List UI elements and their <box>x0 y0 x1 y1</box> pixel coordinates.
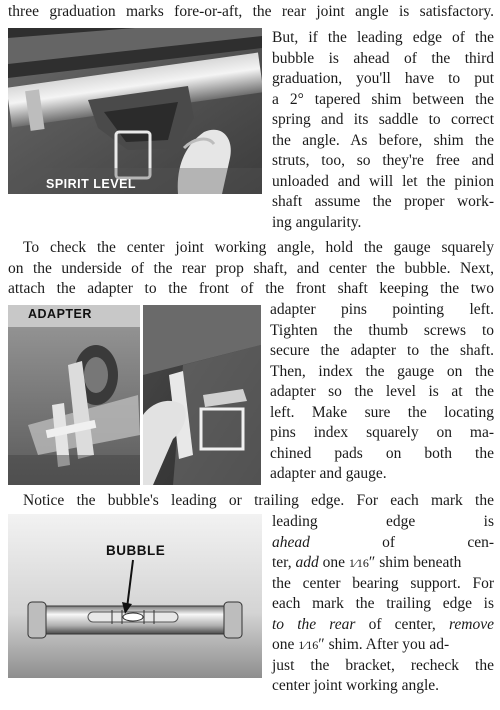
text-line: attach the adapter to the front of the front shaft keeping the two <box>8 280 494 297</box>
text-line: the angle. As before, shim the <box>272 131 494 149</box>
text-line <box>272 635 494 656</box>
text-line: Then, index the gauge on the <box>270 362 494 380</box>
gauge-on-adapter-photo-image <box>143 305 261 485</box>
text-span: of cen- <box>382 533 494 551</box>
text-line <box>272 553 494 574</box>
text-line: a 2° tapered shim between the <box>272 90 494 108</box>
text-line: adapter so the level is at the <box>270 383 494 400</box>
spirit-level-photo-image <box>8 28 262 194</box>
top-text-line: three graduation marks fore-or-aft, the rear joint angle is satisfactory. <box>8 3 494 20</box>
text-span: one <box>322 554 345 571</box>
text-line: ing angularity. <box>272 213 362 231</box>
spirit-level-photo <box>8 28 262 194</box>
text-line: shaft assume the proper work- <box>272 193 494 210</box>
bubble-caption: BUBBLE <box>106 543 166 558</box>
text-line: left. Make sure the locating <box>270 403 494 421</box>
spirit-level-caption: SPIRIT LEVEL <box>46 177 137 191</box>
text-line: struts, too, so they're free and <box>272 152 494 169</box>
text-span: ″ shim. After you ad- <box>318 636 450 653</box>
text-line: To check the center joint working angle, hold the gauge squarely <box>23 239 494 256</box>
text-line: Notice the bubble's leading or trailing edge. For each mark the <box>23 492 494 509</box>
text-line: each mark the trailing edge is <box>272 595 494 612</box>
text-line <box>272 533 494 554</box>
fraction: 1⁄16 <box>298 638 319 652</box>
text-line: leading edge is <box>272 513 494 530</box>
text-line: spring and its saddle to correct <box>272 111 494 128</box>
gauge-on-adapter-photo <box>143 305 261 485</box>
adapter-photo-image <box>8 305 140 485</box>
text-emphasis: to the rear <box>272 615 356 633</box>
adapter-caption: ADAPTER <box>28 307 92 321</box>
text-line: unloaded and will let the pinion <box>272 172 494 190</box>
text-line: graduation, you'll have to put <box>272 70 494 87</box>
text-line: bubble is ahead of the third <box>272 49 494 67</box>
text-line: But, if the leading edge of the <box>272 29 494 46</box>
text-line: secure the adapter to the shaft. <box>270 342 494 359</box>
adapter-photo <box>8 305 140 485</box>
text-line: chined pads on both the <box>270 444 494 462</box>
bubble-gauge-photo-image <box>8 514 262 678</box>
bubble-gauge-photo <box>8 514 262 678</box>
text-line: on the underside of the rear prop shaft, and center the bubble. Next, <box>8 259 494 277</box>
text-line <box>272 615 494 636</box>
text-line: just the bracket, recheck the <box>272 656 494 674</box>
text-line: Tighten the thumb screws to <box>270 321 494 339</box>
text-span: of center, <box>368 615 436 633</box>
text-emphasis: remove <box>448 615 495 633</box>
text-span: ter, <box>272 554 292 571</box>
text-emphasis: add <box>295 554 319 571</box>
text-line: adapter and gauge. <box>270 465 387 482</box>
text-line: pins index squarely on ma- <box>270 424 494 441</box>
text-line: the center bearing support. For <box>272 574 494 592</box>
fraction: 1⁄16 <box>348 556 369 570</box>
text-span: ″ shim beneath <box>368 554 462 571</box>
text-line: adapter pins pointing left. <box>270 301 494 318</box>
text-span: one <box>272 636 295 653</box>
text-emphasis: ahead <box>272 533 310 551</box>
text-line: center joint working angle. <box>272 677 440 694</box>
